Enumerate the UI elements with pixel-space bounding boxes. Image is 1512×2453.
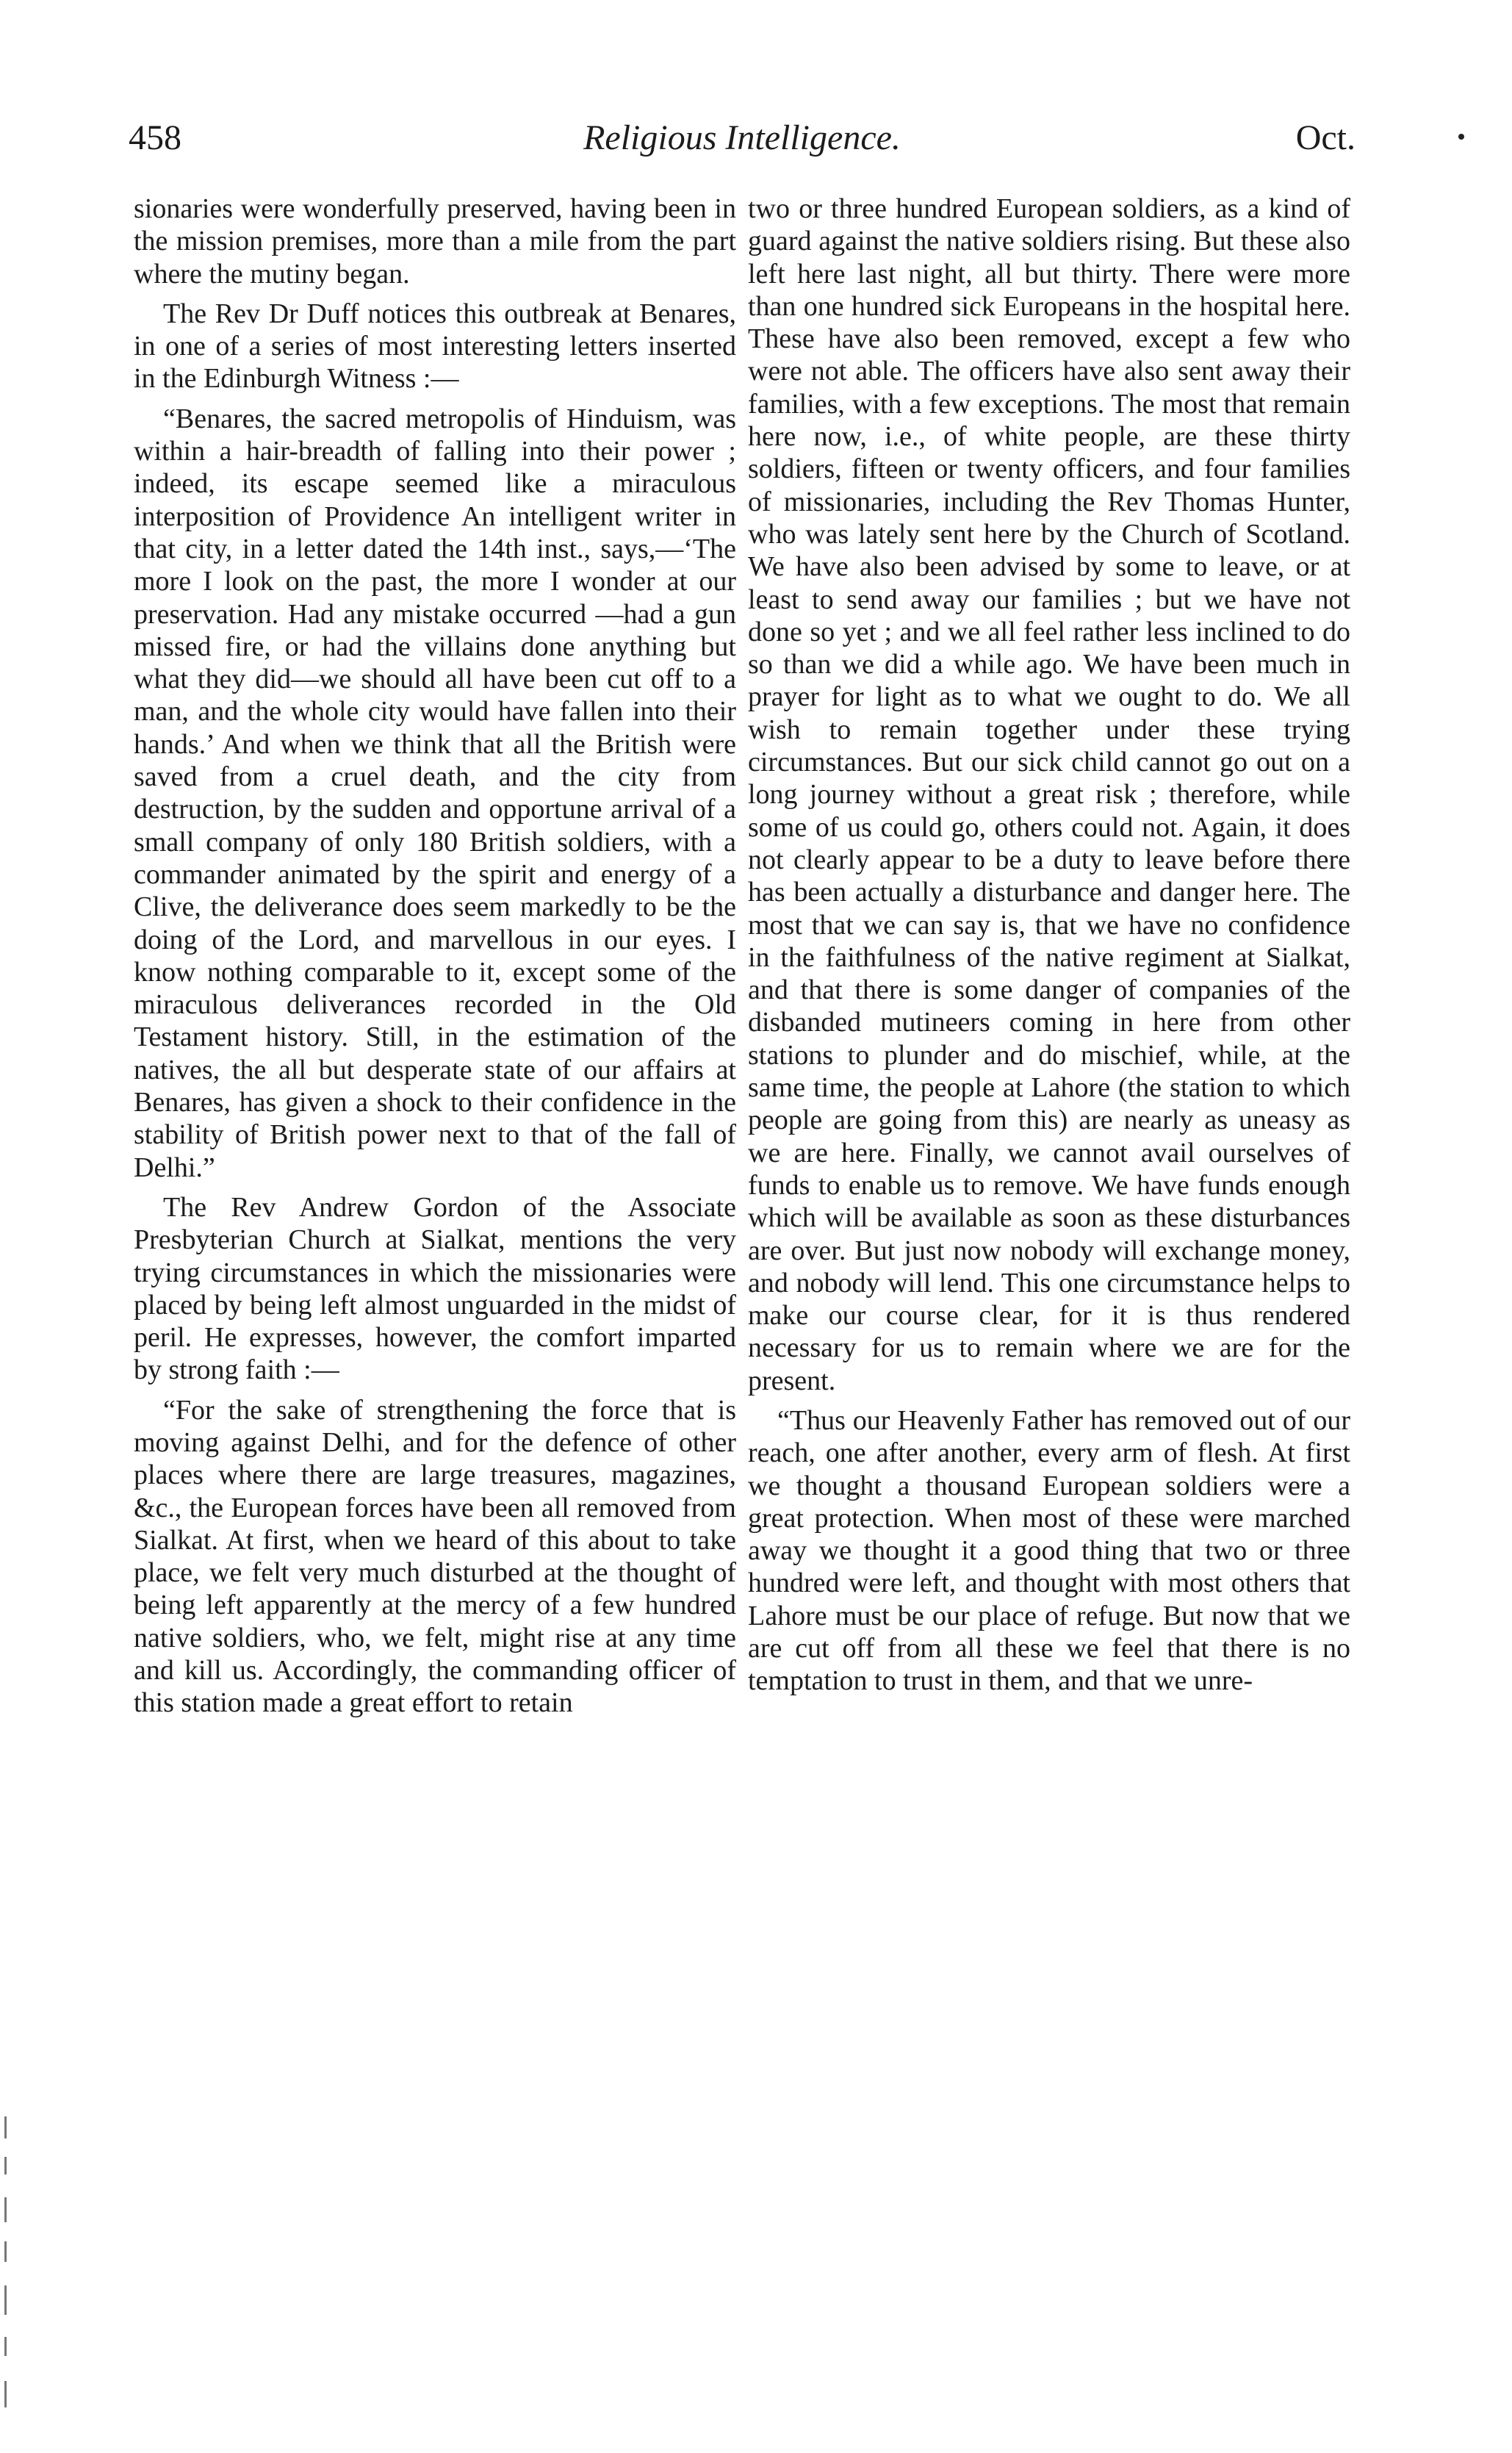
edge-mark [4, 2337, 7, 2356]
right-quote-heavenly-father: “Thus our Heavenly Father has removed out of our reach, one after another, every arm of flesh. At first we thought a thousand European soldiers were a great protection. When most of these were marched away we thought it a good thing that two or three hundred were left, and thought with most others that Lahore must be our place of refuge. But now that we are cut off from all these we feel that there is no temptation to trust in them, and that we unre- [748, 1404, 1350, 1697]
edge-mark [4, 2381, 7, 2407]
edge-mark [4, 2285, 7, 2315]
page-number: 458 [129, 118, 181, 157]
left-quote-sialkat: “For the sake of strengthening the force that is moving against Delhi, and for the defence of other places where there are large treasures, magazines, &c., the European forces have been all removed from Sialkat. At first, when we heard of this about to take place, we felt very much disturbed at the thought of being left apparently at the mercy of a few hundred native soldiers, who, we felt, might rise at any time and kill us. Accordingly, the commanding officer of this station made a great effort to retain [134, 1394, 736, 1719]
edge-mark [4, 2241, 7, 2262]
left-paragraph-gordon: The Rev Andrew Gordon of the Associate Presbyterian Church at Sialkat, mentions the very trying circumstances in which the missionaries were placed by being left almost unguarded in the midst of peril. He expresses, however, the comfort imparted by strong faith :— [134, 1191, 736, 1386]
running-head [129, 118, 1356, 169]
ink-speck [1458, 134, 1464, 140]
edge-mark [4, 2116, 7, 2138]
left-column [134, 193, 736, 1720]
left-paragraph-duff: The Rev Dr Duff notices this outbreak at Benares, in one of a series of most interesting letters inserted in the Edinburgh Witness :— [134, 298, 736, 395]
running-month: Oct. [1295, 118, 1356, 157]
left-quote-benares: “Benares, the sacred metropolis of Hinduism, was within a hair-breadth of falling into their power ; indeed, its escape seemed like a miraculous interposition of Providence An intelligent writer in that city, in a letter dated the 14th inst., says,—‘The more I look on the past, the more I wonder at our preservation. Had any mistake occurred —had a gun missed fire, or had the villains done anything but what they did—we should all have been cut off to a man, and the whole city would have fallen into their hands.’ And when we think that all the British were saved from a cruel death, and the city from destruction, by the sudden and opportune arrival of a small company of only 180 British soldiers, with a commander animated by the spirit and energy of a Clive, the deliverance does seem markedly to be the doing of the Lord, and marvellous in our eyes. I know nothing comparable to it, except some of the miraculous deliverances recorded in the Old Testament history. Still, in the estimation of the natives, the all but desperate state of our affairs at Benares, has given a shock to their confidence in the stability of British power next to that of the fall of Delhi.” [134, 403, 736, 1183]
running-title: Religious Intelligence. [583, 118, 901, 157]
right-paragraph-continued: two or three hundred European soldiers, as a kind of guard against the native soldiers rising. But these also left here last night, all but thirty. There were more than one hundred sick Europeans in the hospital here. These have also been removed, except a few who were not able. The officers have also sent away their families, with a few exceptions. The most that remain here now, i.e., of white people, are these thirty soldiers, fifteen or twenty officers, and four families of missionaries, including the Rev Thomas Hunter, who was lately sent here by the Church of Scotland. We have also been advised by some to leave, or at least to send away our families ; but we have not done so yet ; and we all feel rather less inclined to do so than we did a while ago. We have been much in prayer for light as to what we ought to do. We all wish to remain together under these trying circumstances. But our sick child cannot go out on a long journey without a great risk ; therefore, while some of us could go, others could not. Again, it does not clearly appear to be a duty to leave before there has been actually a disturbance and danger here. The most that we can say is, that we have no confidence in the faithfulness of the native regiment at Sialkat, and that there is some danger of companies of the disbanded mutineers coming in here from other stations to plunder and do mischief, while, at the same time, the people at Lahore (the station to which people are going from this) are nearly as uneasy as we are here. Finally, we cannot avail ourselves of funds to enable us to remove. We have funds enough which will be available as soon as these disturbances are over. But just now nobody will exchange money, and nobody will lend. This one circumstance helps to make our course clear, for it is thus rendered necessary for us to remain where we are for the present. [748, 193, 1350, 1396]
right-column [748, 193, 1350, 1698]
left-paragraph-continued: sionaries were wonderfully preserved, having been in the mission premises, more than a mile from the part where the mutiny began. [134, 193, 736, 290]
edge-mark [4, 2197, 7, 2222]
edge-mark [4, 2157, 7, 2174]
